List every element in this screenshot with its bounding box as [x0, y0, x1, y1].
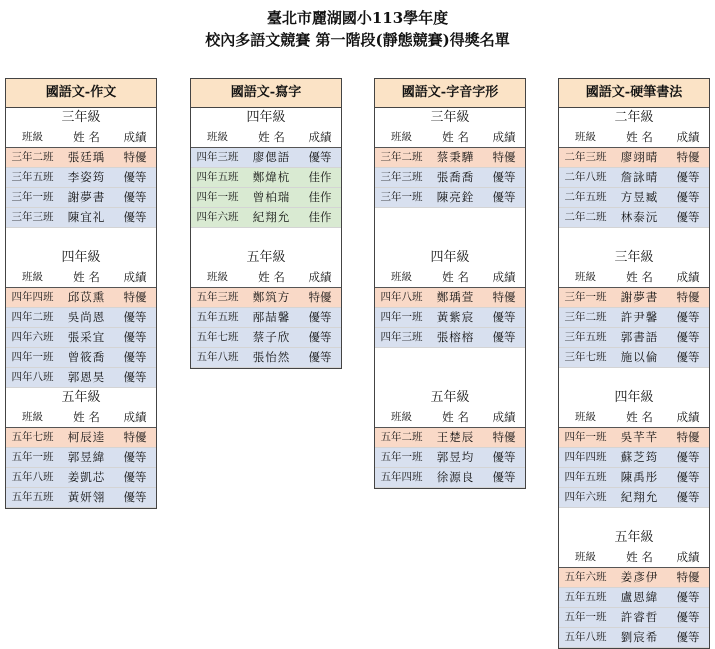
- cell-class: 五年八班: [11, 471, 54, 483]
- award-column: [374, 78, 526, 489]
- cell-result: 佳作: [308, 170, 332, 184]
- cell-class: 五年六班: [564, 571, 607, 583]
- cell-class: 三年三班: [11, 211, 54, 223]
- table-row: [191, 148, 341, 168]
- table-header: [191, 268, 341, 288]
- cell-result: 優等: [123, 330, 147, 344]
- cell-result: 優等: [676, 590, 700, 604]
- cell-name: 郭書語: [620, 330, 659, 344]
- table-row: [375, 428, 525, 448]
- table-row: [375, 328, 525, 348]
- cell-class: 三年一班: [11, 191, 54, 203]
- table-row: [559, 588, 709, 608]
- table-header: [559, 268, 709, 288]
- table-header: [6, 408, 156, 428]
- cell-name: 廖偲語: [252, 150, 291, 164]
- cell-name: 姜凱芯: [67, 470, 106, 484]
- cell-result: 優等: [676, 190, 700, 204]
- table-header: [375, 128, 525, 148]
- cell-result: 優等: [676, 310, 700, 324]
- cell-result: 優等: [308, 350, 332, 364]
- table-row: [559, 168, 709, 188]
- header-result: 成績: [676, 130, 700, 144]
- cell-class: 五年一班: [380, 451, 423, 463]
- header-class: 班級: [391, 411, 412, 423]
- header-result: 成績: [492, 130, 516, 144]
- table-header: [6, 128, 156, 148]
- header-result: 成績: [123, 130, 147, 144]
- cell-class: 二年八班: [564, 171, 607, 183]
- cell-class: 四年五班: [196, 171, 239, 183]
- cell-result: 優等: [123, 370, 147, 384]
- cell-name: 陳宜礼: [67, 210, 106, 224]
- cell-name: 劉宸希: [620, 630, 659, 644]
- cell-class: 三年二班: [11, 151, 54, 163]
- cell-name: 廖翊晴: [620, 150, 659, 164]
- cell-result: 優等: [123, 470, 147, 484]
- table-row: [6, 308, 156, 328]
- page-title: 臺北市麗湖國小113學年度: [266, 9, 449, 27]
- column-heading: 國語文-字音字形: [375, 79, 525, 108]
- cell-name: 李姿筠: [67, 170, 106, 184]
- header-result: 成績: [308, 270, 332, 284]
- cell-result: 優等: [492, 190, 516, 204]
- table-row: [559, 448, 709, 468]
- table-row: [6, 468, 156, 488]
- cell-class: 三年一班: [380, 191, 423, 203]
- cell-result: 特優: [676, 150, 700, 164]
- table-row: [559, 568, 709, 588]
- section-spacer: [375, 348, 525, 388]
- cell-class: 三年一班: [564, 291, 607, 303]
- cell-result: 特優: [676, 570, 700, 584]
- grade-label: 四年級: [246, 110, 286, 125]
- table-row: [559, 488, 709, 508]
- cell-class: 五年四班: [380, 471, 423, 483]
- cell-name: 曾柏瑞: [252, 190, 291, 204]
- cell-class: 四年三班: [380, 331, 423, 343]
- header-result: 成績: [676, 270, 700, 284]
- cell-result: 優等: [676, 490, 700, 504]
- grade-label: 五年級: [61, 390, 101, 405]
- cell-name: 鄭煒杭: [252, 170, 291, 184]
- cell-name: 盧恩緯: [620, 590, 659, 604]
- cell-class: 四年一班: [11, 351, 54, 363]
- cell-class: 五年二班: [380, 431, 423, 443]
- table-header: [559, 128, 709, 148]
- cell-result: 優等: [123, 310, 147, 324]
- section-spacer: [559, 508, 709, 528]
- cell-name: 張榕榕: [436, 330, 475, 344]
- table-header: [375, 408, 525, 428]
- cell-result: 優等: [308, 310, 332, 324]
- cell-class: 四年五班: [564, 471, 607, 483]
- cell-name: 吳芊芊: [620, 430, 659, 444]
- column-heading: 國語文-寫字: [191, 79, 341, 108]
- cell-class: 五年一班: [564, 611, 607, 623]
- table-row: [559, 308, 709, 328]
- cell-name: 黃妍翎: [67, 490, 106, 504]
- cell-result: 特優: [492, 290, 516, 304]
- grade-label: 五年級: [614, 530, 654, 545]
- cell-result: 優等: [676, 610, 700, 624]
- cell-result: 特優: [123, 430, 147, 444]
- grade-label: 二年級: [614, 110, 654, 125]
- cell-result: 優等: [676, 210, 700, 224]
- table-row: [559, 328, 709, 348]
- cell-name: 曾筱喬: [67, 350, 106, 364]
- cell-class: 二年三班: [564, 151, 607, 163]
- header-name: 姓 名: [73, 270, 100, 284]
- table-row: [375, 468, 525, 488]
- cell-name: 謝夢書: [620, 290, 659, 304]
- grade-label: 五年級: [430, 390, 470, 405]
- cell-result: 優等: [676, 350, 700, 364]
- cell-name: 陳禹彤: [620, 470, 659, 484]
- cell-class: 五年七班: [11, 431, 54, 443]
- header-class: 班級: [207, 131, 228, 143]
- cell-name: 張怡然: [252, 350, 291, 364]
- grade-label: 四年級: [430, 250, 470, 265]
- cell-result: 特優: [123, 150, 147, 164]
- table-row: [6, 148, 156, 168]
- page-subtitle: 校內多語文競賽 第一階段(靜態競賽)得獎名單: [205, 31, 510, 49]
- table-row: [191, 288, 341, 308]
- cell-name: 許睿哲: [620, 610, 659, 624]
- cell-name: 紀翔允: [620, 490, 659, 504]
- header-result: 成績: [676, 410, 700, 424]
- cell-class: 二年五班: [564, 191, 607, 203]
- cell-result: 優等: [492, 170, 516, 184]
- cell-name: 郭昱緯: [67, 450, 106, 464]
- cell-name: 徐源良: [436, 470, 475, 484]
- cell-class: 四年二班: [11, 311, 54, 323]
- table-header: [559, 548, 709, 568]
- table-row: [375, 448, 525, 468]
- header-name: 姓 名: [73, 130, 100, 144]
- cell-name: 詹詠晴: [620, 170, 659, 184]
- cell-name: 姜彥伊: [620, 570, 659, 584]
- header-class: 班級: [575, 131, 596, 143]
- header-name: 姓 名: [258, 270, 285, 284]
- cell-result: 特優: [492, 150, 516, 164]
- table-row: [559, 188, 709, 208]
- table-row: [6, 368, 156, 388]
- table-row: [6, 328, 156, 348]
- cell-result: 佳作: [308, 190, 332, 204]
- table-row: [6, 428, 156, 448]
- cell-name: 蘇芝筠: [620, 450, 659, 464]
- header-class: 班級: [575, 411, 596, 423]
- cell-name: 柯辰逵: [67, 430, 106, 444]
- header-result: 成績: [308, 130, 332, 144]
- table-row: [191, 208, 341, 228]
- header-class: 班級: [575, 271, 596, 283]
- table-header: [191, 128, 341, 148]
- cell-result: 優等: [492, 470, 516, 484]
- table-row: [559, 628, 709, 648]
- cell-result: 優等: [676, 470, 700, 484]
- table-row: [559, 608, 709, 628]
- table-row: [191, 328, 341, 348]
- table-row: [6, 188, 156, 208]
- table-row: [191, 188, 341, 208]
- table-row: [6, 168, 156, 188]
- cell-name: 張喬喬: [436, 170, 475, 184]
- cell-result: 優等: [123, 210, 147, 224]
- cell-class: 三年三班: [380, 171, 423, 183]
- cell-class: 三年二班: [380, 151, 423, 163]
- header-class: 班級: [207, 271, 228, 283]
- cell-result: 優等: [492, 450, 516, 464]
- cell-class: 四年六班: [11, 331, 54, 343]
- table-row: [559, 288, 709, 308]
- grade-label: 四年級: [61, 250, 101, 265]
- header-class: 班級: [391, 131, 412, 143]
- header-name: 姓 名: [442, 410, 469, 424]
- cell-name: 邴喆馨: [252, 310, 291, 324]
- table-row: [559, 348, 709, 368]
- cell-name: 郭恩昊: [67, 370, 106, 384]
- award-column: [558, 78, 710, 649]
- header-result: 成績: [676, 550, 700, 564]
- header-result: 成績: [123, 410, 147, 424]
- table-header: [375, 268, 525, 288]
- cell-class: 五年八班: [564, 631, 607, 643]
- cell-result: 優等: [123, 170, 147, 184]
- cell-result: 優等: [676, 330, 700, 344]
- cell-name: 蔡秉驊: [436, 150, 475, 164]
- header-name: 姓 名: [626, 410, 653, 424]
- award-column: [190, 78, 342, 369]
- cell-result: 特優: [492, 430, 516, 444]
- cell-result: 優等: [676, 450, 700, 464]
- header-result: 成績: [492, 410, 516, 424]
- header-class: 班級: [391, 271, 412, 283]
- cell-class: 三年五班: [564, 331, 607, 343]
- table-row: [559, 208, 709, 228]
- cell-name: 郭昱均: [436, 450, 475, 464]
- cell-class: 五年五班: [564, 591, 607, 603]
- cell-class: 四年四班: [11, 291, 54, 303]
- header-name: 姓 名: [258, 130, 285, 144]
- cell-name: 黃紫宸: [436, 310, 475, 324]
- cell-name: 林泰沅: [620, 210, 659, 224]
- header-name: 姓 名: [442, 270, 469, 284]
- cell-class: 二年二班: [564, 211, 607, 223]
- table-row: [375, 148, 525, 168]
- table-row: [6, 208, 156, 228]
- cell-result: 優等: [308, 330, 332, 344]
- cell-class: 五年三班: [196, 291, 239, 303]
- cell-name: 蔡子欣: [252, 330, 291, 344]
- cell-class: 五年五班: [196, 311, 239, 323]
- grade-label: 三年級: [430, 110, 470, 125]
- cell-result: 優等: [123, 450, 147, 464]
- table-row: [375, 288, 525, 308]
- table-row: [375, 308, 525, 328]
- cell-class: 四年一班: [564, 431, 607, 443]
- cell-class: 三年五班: [11, 171, 54, 183]
- section-spacer: [6, 228, 156, 248]
- cell-result: 優等: [308, 150, 332, 164]
- cell-class: 五年五班: [11, 491, 54, 503]
- cell-name: 紀翔允: [252, 210, 291, 224]
- table-row: [191, 168, 341, 188]
- header-name: 姓 名: [442, 130, 469, 144]
- cell-name: 方昱臧: [620, 190, 659, 204]
- section-spacer: [375, 208, 525, 248]
- grade-label: 四年級: [614, 390, 654, 405]
- cell-result: 優等: [676, 630, 700, 644]
- table-row: [6, 448, 156, 468]
- header-name: 姓 名: [626, 270, 653, 284]
- cell-result: 優等: [123, 190, 147, 204]
- cell-name: 吳尚恩: [67, 310, 106, 324]
- cell-class: 三年七班: [564, 351, 607, 363]
- header-name: 姓 名: [73, 410, 100, 424]
- table-header: [559, 408, 709, 428]
- header-result: 成績: [492, 270, 516, 284]
- cell-result: 優等: [492, 310, 516, 324]
- cell-result: 特優: [676, 290, 700, 304]
- header-result: 成績: [123, 270, 147, 284]
- table-row: [375, 188, 525, 208]
- cell-result: 優等: [123, 350, 147, 364]
- cell-class: 四年四班: [564, 451, 607, 463]
- grade-label: 五年級: [246, 250, 286, 265]
- table-row: [191, 348, 341, 368]
- cell-class: 四年八班: [380, 291, 423, 303]
- table-header: [6, 268, 156, 288]
- section-spacer: [191, 228, 341, 248]
- header-class: 班級: [575, 551, 596, 563]
- table-row: [559, 428, 709, 448]
- table-row: [191, 308, 341, 328]
- cell-name: 陳亮銓: [436, 190, 475, 204]
- table-row: [559, 468, 709, 488]
- award-column: [5, 78, 157, 509]
- cell-class: 三年二班: [564, 311, 607, 323]
- column-heading: 國語文-硬筆書法: [559, 79, 709, 108]
- header-name: 姓 名: [626, 130, 653, 144]
- cell-name: 鄭筑方: [252, 290, 291, 304]
- table-row: [6, 348, 156, 368]
- cell-result: 特優: [308, 290, 332, 304]
- cell-class: 五年八班: [196, 351, 239, 363]
- cell-name: 鄭瑀萱: [436, 290, 475, 304]
- cell-class: 五年七班: [196, 331, 239, 343]
- cell-result: 特優: [676, 430, 700, 444]
- cell-result: 優等: [123, 490, 147, 504]
- cell-class: 五年一班: [11, 451, 54, 463]
- header-class: 班級: [22, 411, 43, 423]
- cell-result: 特優: [123, 290, 147, 304]
- cell-name: 許尹馨: [620, 310, 659, 324]
- cell-name: 王楚辰: [436, 430, 475, 444]
- table-row: [6, 488, 156, 508]
- header-class: 班級: [22, 271, 43, 283]
- header-class: 班級: [22, 131, 43, 143]
- cell-class: 四年三班: [196, 151, 239, 163]
- cell-class: 四年八班: [11, 371, 54, 383]
- cell-result: 優等: [676, 170, 700, 184]
- cell-name: 張廷瑀: [67, 150, 106, 164]
- cell-class: 四年一班: [380, 311, 423, 323]
- column-heading: 國語文-作文: [6, 79, 156, 108]
- table-row: [6, 288, 156, 308]
- grade-label: 三年級: [61, 110, 101, 125]
- cell-name: 邱苡熏: [67, 290, 106, 304]
- section-spacer: [559, 368, 709, 388]
- cell-result: 佳作: [308, 210, 332, 224]
- cell-name: 張采宜: [67, 330, 106, 344]
- grade-label: 三年級: [614, 250, 654, 265]
- table-row: [559, 148, 709, 168]
- cell-result: 優等: [492, 330, 516, 344]
- table-row: [375, 168, 525, 188]
- cell-class: 四年六班: [564, 491, 607, 503]
- cell-class: 四年一班: [196, 191, 239, 203]
- header-name: 姓 名: [626, 550, 653, 564]
- cell-name: 施以倫: [620, 350, 659, 364]
- cell-class: 四年六班: [196, 211, 239, 223]
- section-spacer: [559, 228, 709, 248]
- cell-name: 謝夢書: [67, 190, 106, 204]
